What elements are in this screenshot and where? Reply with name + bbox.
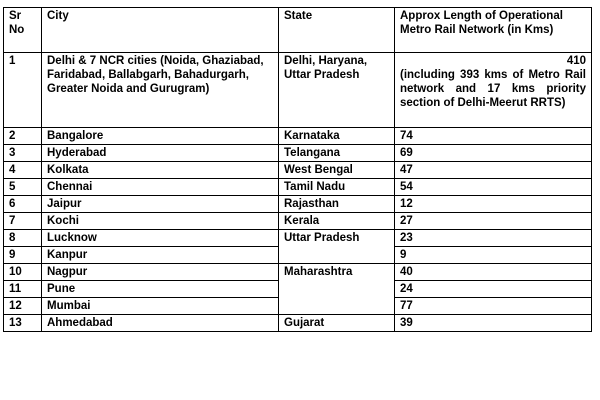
cell-state: Uttar Pradesh: [279, 230, 395, 264]
cell-state: Telangana: [279, 145, 395, 162]
header-sr-no: Sr No: [4, 8, 42, 53]
cell-sr: 12: [4, 298, 42, 315]
cell-length: 54: [395, 179, 592, 196]
cell-sr: 7: [4, 213, 42, 230]
cell-length: 24: [395, 281, 592, 298]
cell-state: Kerala: [279, 213, 395, 230]
table-row: [4, 162, 592, 179]
cell-state: Gujarat: [279, 315, 395, 332]
table-row: [4, 230, 592, 247]
cell-sr: 9: [4, 247, 42, 264]
cell-city: Jaipur: [42, 196, 279, 213]
table-row: [4, 264, 592, 281]
cell-length: [395, 53, 592, 128]
table-row: [4, 213, 592, 230]
cell-length: 12: [395, 196, 592, 213]
cell-state: West Bengal: [279, 162, 395, 179]
header-state: State: [279, 8, 395, 53]
cell-sr: 10: [4, 264, 42, 281]
cell-sr: 4: [4, 162, 42, 179]
cell-sr: 13: [4, 315, 42, 332]
cell-state: Maharashtra: [279, 264, 395, 315]
length-value: 410: [566, 55, 586, 67]
cell-city: Kochi: [42, 213, 279, 230]
cell-city: Pune: [42, 281, 279, 298]
cell-sr: 1: [4, 53, 42, 128]
length-note: (including 393 kms of Metro Rail network and 17 kms priority section of Delhi-Meerut RRTS): [400, 69, 586, 109]
cell-sr: 11: [4, 281, 42, 298]
cell-city: Hyderabad: [42, 145, 279, 162]
cell-city: Chennai: [42, 179, 279, 196]
header-city: City: [42, 8, 279, 53]
cell-sr: 5: [4, 179, 42, 196]
table-row: [4, 145, 592, 162]
table-row: [4, 179, 592, 196]
cell-length: 39: [395, 315, 592, 332]
cell-state: Karnataka: [279, 128, 395, 145]
cell-length: 47: [395, 162, 592, 179]
cell-length: 27: [395, 213, 592, 230]
cell-city: Kolkata: [42, 162, 279, 179]
cell-state: Tamil Nadu: [279, 179, 395, 196]
cell-state: Delhi, Haryana, Uttar Pradesh: [279, 53, 395, 128]
table-row: [4, 53, 592, 128]
cell-city: Mumbai: [42, 298, 279, 315]
cell-length: 9: [395, 247, 592, 264]
cell-length: 74: [395, 128, 592, 145]
cell-city: Bangalore: [42, 128, 279, 145]
cell-sr: 3: [4, 145, 42, 162]
table-row: [4, 128, 592, 145]
cell-length: 40: [395, 264, 592, 281]
metro-network-table: [3, 7, 592, 332]
table-row: [4, 196, 592, 213]
cell-length: 77: [395, 298, 592, 315]
cell-city: Kanpur: [42, 247, 279, 264]
cell-sr: 2: [4, 128, 42, 145]
cell-city: Ahmedabad: [42, 315, 279, 332]
cell-sr: 6: [4, 196, 42, 213]
header-length: Approx Length of Operational Metro Rail Network (in Kms): [395, 8, 592, 53]
cell-city: Nagpur: [42, 264, 279, 281]
table-header-row: [4, 8, 592, 53]
cell-city: Delhi & 7 NCR cities (Noida, Ghaziabad, Faridabad, Ballabgarh, Bahadurgarh, Greater Noida and Gurugram): [42, 53, 279, 128]
cell-length: 23: [395, 230, 592, 247]
cell-length: 69: [395, 145, 592, 162]
cell-city: Lucknow: [42, 230, 279, 247]
table-row: [4, 315, 592, 332]
cell-state: Rajasthan: [279, 196, 395, 213]
cell-sr: 8: [4, 230, 42, 247]
